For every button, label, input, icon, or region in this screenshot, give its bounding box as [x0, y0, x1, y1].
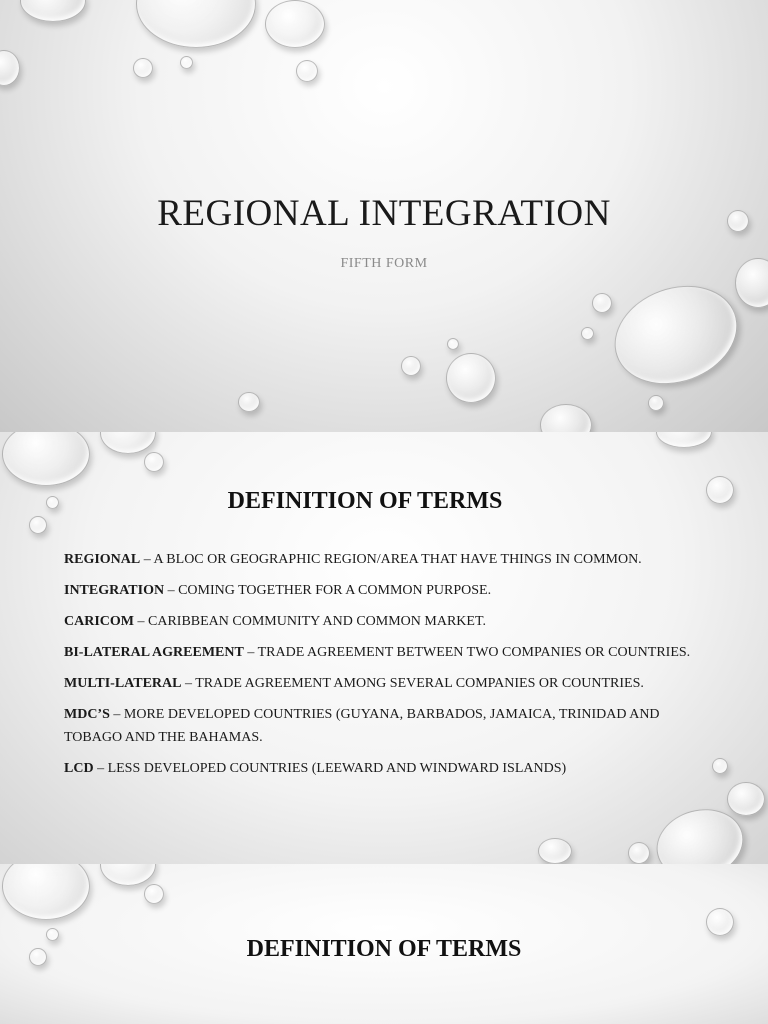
- water-drop-decoration: [446, 353, 496, 403]
- definitions-slide: [0, 432, 768, 864]
- term-label: LCD: [64, 761, 94, 776]
- water-drop-decoration: [2, 864, 90, 920]
- slide-heading: DEFINITION OF TERMS: [246, 936, 522, 962]
- water-drop-decoration: [592, 293, 612, 313]
- water-drop-decoration: [144, 884, 164, 904]
- term-label: MULTI-LATERAL: [64, 676, 182, 691]
- slide-title: REGIONAL INTEGRATION: [157, 193, 611, 234]
- term-definition: – MORE DEVELOPED COUNTRIES (GUYANA, BARBADOS, JAMAICA, TRINIDAD AND TOBAGO AND THE BAHAMAS.: [64, 707, 660, 745]
- water-drop-decoration: [20, 0, 86, 22]
- water-drop-decoration: [581, 327, 594, 340]
- definitions-slide-2: [0, 864, 768, 1024]
- term-definition: – TRADE AGREEMENT BETWEEN TWO COMPANIES OR COUNTRIES.: [243, 645, 691, 660]
- list-item: [64, 757, 704, 780]
- water-drop-decoration: [29, 516, 47, 534]
- list-item: [64, 703, 704, 749]
- water-drop-decoration: [648, 395, 664, 411]
- water-drop-decoration: [656, 432, 712, 448]
- water-drop-decoration: [136, 0, 256, 48]
- term-label: BI-LATERAL AGREEMENT: [64, 645, 244, 660]
- list-item: [64, 672, 704, 695]
- water-drop-decoration: [238, 392, 260, 412]
- term-label: INTEGRATION: [64, 583, 165, 598]
- list-item: [64, 548, 704, 571]
- water-drop-decoration: [2, 432, 90, 486]
- water-drop-decoration: [540, 404, 592, 432]
- term-label: MDC’S: [64, 707, 110, 722]
- water-drop-decoration: [133, 58, 153, 78]
- term-definition: – A BLOC OR GEOGRAPHIC REGION/AREA THAT HAVE THINGS IN COMMON.: [140, 552, 642, 567]
- list-item: [64, 579, 704, 602]
- slide-heading: DEFINITION OF TERMS: [227, 488, 503, 514]
- water-drop-decoration: [144, 452, 164, 472]
- term-definition: – LESS DEVELOPED COUNTRIES (LEEWARD AND WINDWARD ISLANDS): [93, 761, 567, 776]
- water-drop-decoration: [727, 782, 765, 816]
- water-drop-decoration: [712, 758, 728, 774]
- definitions-list: [64, 548, 704, 788]
- water-drop-decoration: [296, 60, 318, 82]
- water-drop-decoration: [447, 338, 459, 350]
- water-drop-decoration: [0, 50, 20, 86]
- term-label: REGIONAL: [64, 552, 141, 567]
- water-drop-decoration: [180, 56, 193, 69]
- term-label: CARICOM: [64, 614, 134, 629]
- water-drop-decoration: [401, 356, 421, 376]
- list-item: [64, 641, 704, 664]
- water-drop-decoration: [601, 269, 752, 400]
- list-item: [64, 610, 704, 633]
- term-definition: – COMING TOGETHER FOR A COMMON PURPOSE.: [164, 583, 492, 598]
- water-drop-decoration: [706, 908, 734, 936]
- slide-subtitle: FIFTH FORM: [340, 256, 428, 271]
- title-slide: [0, 0, 768, 432]
- water-drop-decoration: [538, 838, 572, 864]
- term-definition: – TRADE AGREEMENT AMONG SEVERAL COMPANIES OR COUNTRIES.: [181, 676, 644, 691]
- water-drop-decoration: [100, 432, 156, 454]
- water-drop-decoration: [100, 864, 156, 886]
- term-definition: – CARIBBEAN COMMUNITY AND COMMON MARKET.: [134, 614, 486, 629]
- water-drop-decoration: [265, 0, 325, 48]
- water-drop-decoration: [628, 842, 650, 864]
